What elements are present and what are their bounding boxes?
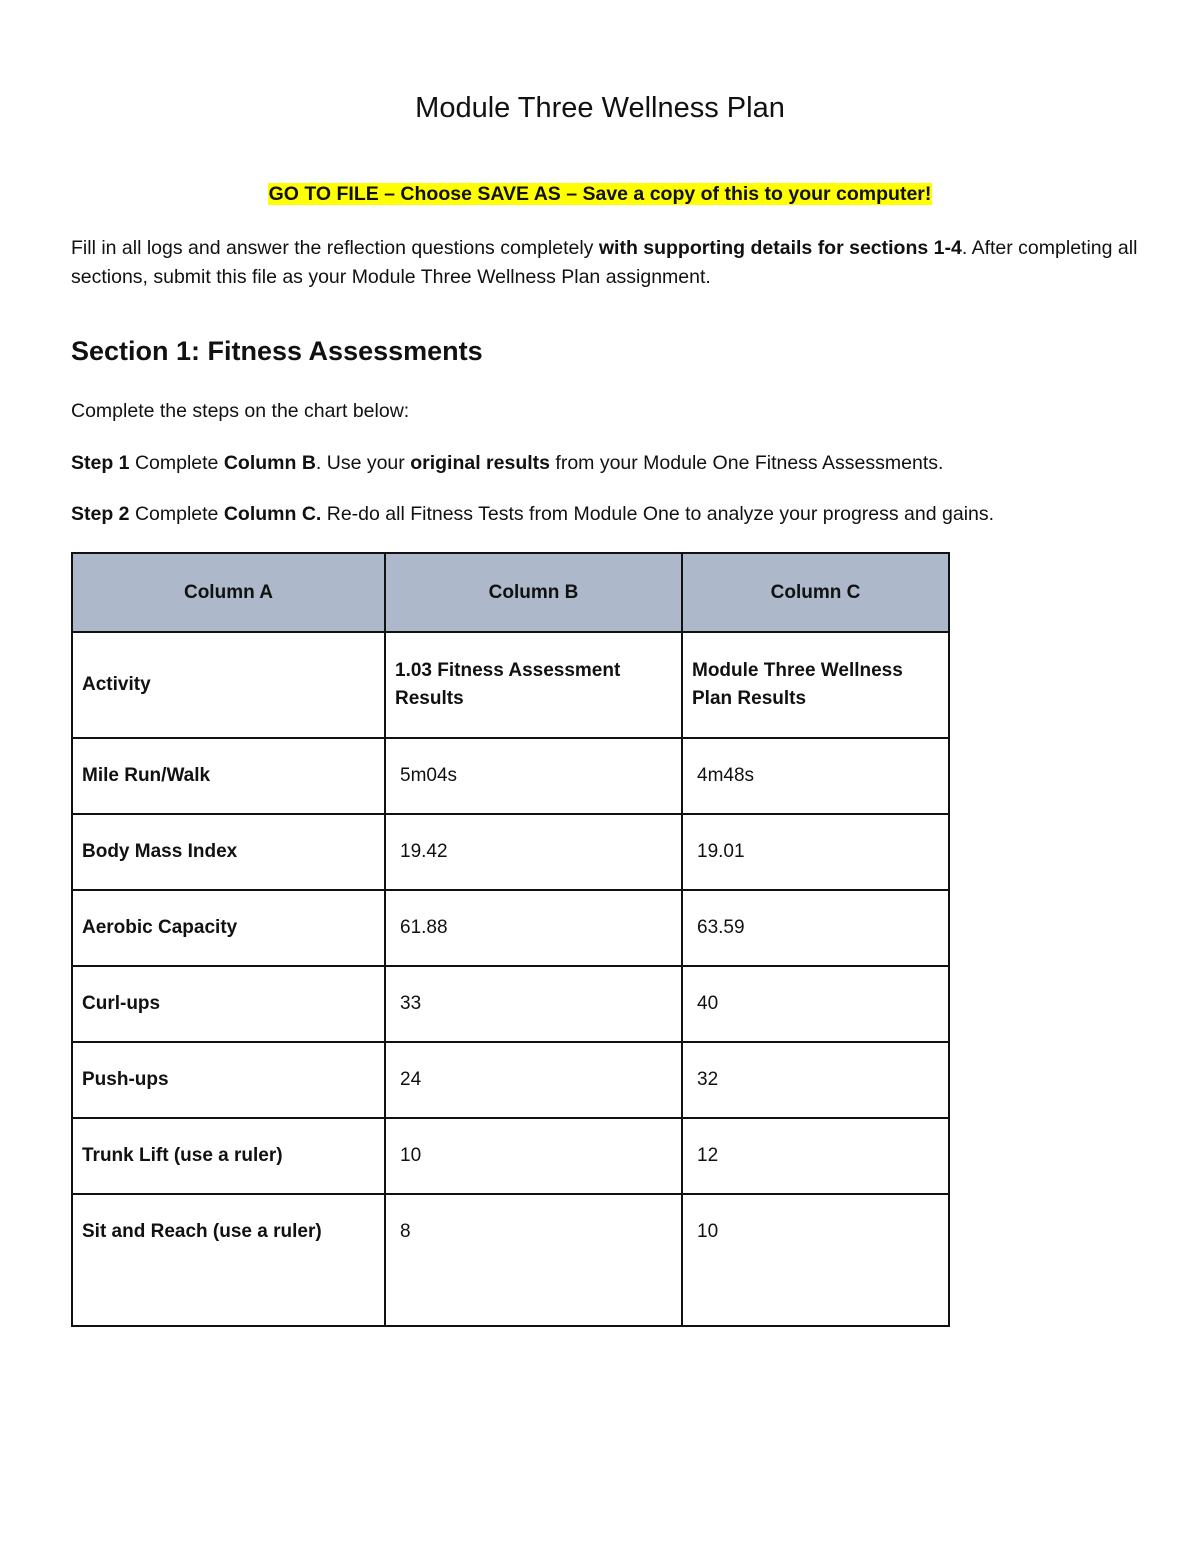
step1-text: Complete	[129, 452, 224, 474]
column-b-cell: 61.88	[385, 890, 682, 966]
column-b-cell: 5m04s	[385, 738, 682, 814]
intro-bold-text: with supporting details for sections 1-4	[598, 237, 962, 259]
subheader-wellness-results: Module Three Wellness Plan Results	[682, 632, 949, 738]
step1-instruction	[71, 452, 943, 475]
column-b-cell: 19.42	[385, 814, 682, 890]
column-b-cell: 24	[385, 1042, 682, 1118]
save-notice	[0, 183, 1200, 206]
subheader-fitness-results: 1.03 Fitness Assessment Results	[385, 632, 682, 738]
intro-paragraph	[71, 234, 1141, 292]
column-b-cell: 8	[385, 1194, 682, 1326]
save-notice-text: GO TO FILE – Choose SAVE AS – Save a copy of this to your computer!	[268, 183, 932, 205]
table-header-row	[72, 553, 949, 632]
column-b-cell: 33	[385, 966, 682, 1042]
header-column-a: Column A	[72, 553, 385, 632]
column-c-cell: 40	[682, 966, 949, 1042]
activity-cell: Sit and Reach (use a ruler)	[72, 1194, 385, 1326]
column-c-cell: 12	[682, 1118, 949, 1194]
section1-heading: Section 1: Fitness Assessments	[71, 336, 483, 366]
step1-bold: original results	[410, 452, 550, 474]
activity-cell: Trunk Lift (use a ruler)	[72, 1118, 385, 1194]
activity-cell: Push-ups	[72, 1042, 385, 1118]
step2-text: Complete	[129, 503, 224, 525]
subheader-activity: Activity	[72, 632, 385, 738]
column-c-cell: 63.59	[682, 890, 949, 966]
column-c-cell: 4m48s	[682, 738, 949, 814]
header-column-b: Column B	[385, 553, 682, 632]
step1-text-3: from your Module One Fitness Assessments.	[550, 452, 944, 474]
column-c-cell: 32	[682, 1042, 949, 1118]
table-row	[72, 738, 949, 814]
intro-text: Fill in all logs and answer the reflection questions completely	[71, 237, 599, 259]
document-title: Module Three Wellness Plan	[415, 92, 785, 124]
header-column-c: Column C	[682, 553, 949, 632]
table-row	[72, 1118, 949, 1194]
intro-text-end: . After completing all sections, submit this file as your Module Three Wellness Plan assignment.	[71, 237, 1138, 288]
activity-cell: Aerobic Capacity	[72, 890, 385, 966]
table-subheader-row	[72, 632, 949, 738]
step1-label: Step 1	[71, 452, 130, 474]
fitness-assessment-table	[71, 552, 950, 1327]
step2-instruction	[71, 503, 994, 526]
step1-text-2: . Use your	[315, 452, 411, 474]
table-row	[72, 1194, 949, 1326]
column-b-cell: 10	[385, 1118, 682, 1194]
step2-text-2: Re-do all Fitness Tests from Module One to analyze your progress and gains.	[321, 503, 995, 525]
table-row	[72, 814, 949, 890]
chart-instruction: Complete the steps on the chart below:	[71, 400, 410, 422]
activity-cell: Mile Run/Walk	[72, 738, 385, 814]
activity-cell: Body Mass Index	[72, 814, 385, 890]
column-c-cell: 19.01	[682, 814, 949, 890]
table-row	[72, 966, 949, 1042]
step2-label: Step 2	[71, 503, 130, 525]
step1-column: Column B	[223, 452, 316, 474]
activity-cell: Curl-ups	[72, 966, 385, 1042]
column-c-cell: 10	[682, 1194, 949, 1326]
table-row	[72, 890, 949, 966]
step2-column: Column C.	[223, 503, 322, 525]
table-row	[72, 1042, 949, 1118]
